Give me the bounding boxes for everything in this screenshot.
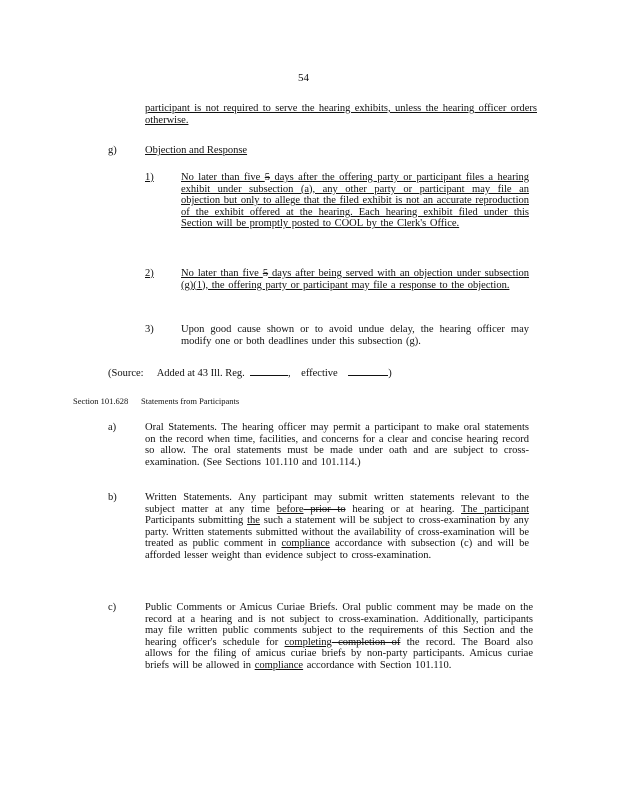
text-run: No later than five	[181, 268, 263, 279]
text-run: the record. The Board also allows for the filing of amicus curiae briefs by non-party participants. Amicus curiae briefs will be allowed in	[145, 636, 533, 671]
text-run: 5	[264, 172, 270, 183]
source-added: Added at 43 Ill. Reg.	[156, 368, 245, 379]
text-run: days after the offering party or participant files a hearing exhibit under subsection (a), any other party or participant may file an objection but only to allege that the filed exhibit is not an accurate reproduction of the exhibit offered at the hearing. Each hearing exhibit filed under this Section will be promptly posted to COOL by the Clerk's Office.	[181, 172, 530, 230]
text-run: hearing or at hearing.	[345, 503, 462, 515]
source-close: )	[388, 368, 392, 379]
source-open: (Source:	[108, 368, 144, 379]
text-run: accordance with Section 101.110.	[303, 659, 452, 671]
section-number: Section 101.628	[73, 396, 129, 406]
text-run: accordance with subsection (c) and will be afforded lesser weight than evidence subject to cross-examination.	[145, 538, 529, 561]
source-effective: effective	[301, 368, 338, 379]
section-heading	[73, 396, 239, 408]
item-g2-text	[181, 268, 529, 291]
item-g2-label: 2)	[145, 268, 154, 279]
item-a-label: a)	[108, 422, 117, 433]
text-run: compliance	[281, 538, 330, 550]
section-title: Statements from Participants	[141, 396, 240, 406]
subsection-g-label: g)	[108, 145, 117, 156]
text-run: The participant	[461, 503, 530, 515]
text-run: completing	[284, 636, 332, 648]
item-b-text	[145, 492, 529, 562]
text-run: such a statement will be subject to cross-examination by any party. Written statements submitted without the availability of cross-examination will be treated as public comment in	[145, 515, 529, 550]
source-reg-blank	[250, 366, 288, 376]
text-run: compliance	[254, 659, 304, 671]
continuation-paragraph: participant is not required to serve the hearing exhibits, unless the hearing officer orders otherwise.	[145, 103, 537, 126]
text-run: Oral Statements. The hearing officer may permit a participant to make oral statements on the record when time, facilities, and concerns for a clear and concise hearing record so allow. The oral statements must be made under oath and are subject to cross-examination. (See Sections 101.110 and 101.114.)	[145, 422, 529, 468]
subsection-g-heading: Objection and Response	[145, 145, 248, 156]
text-run: Public Comments or Amicus Curiae Briefs. Oral public comment may be made on the record at a hearing and is not subject to cross-examination. Additionally, participants may file written public comments subject to the requirements of this Section and the hearing officer's schedule for	[145, 602, 533, 648]
text-run: No later than five	[181, 172, 265, 183]
source-note	[108, 366, 392, 380]
page-number: 54	[298, 72, 309, 84]
text-run: prior to	[303, 503, 346, 515]
source-comma: ,	[288, 368, 291, 379]
item-c-text	[145, 602, 533, 672]
text-run: Upon good cause shown or to avoid undue delay, the hearing officer may modify one or both deadlines under this subsection (g).	[181, 324, 529, 347]
item-g3-label: 3)	[145, 324, 154, 335]
item-g3-text	[181, 324, 529, 347]
text-run: completion of	[331, 636, 401, 648]
item-g1-label: 1)	[145, 172, 154, 183]
text-run: Written Statements. Any participant may submit written statements relevant to the subject matter at any time	[145, 492, 529, 515]
text-run: the	[247, 515, 260, 527]
text-run: Participants submitting	[145, 515, 248, 527]
item-b-label: b)	[108, 492, 117, 503]
text-run: before	[276, 503, 304, 515]
source-effective-blank	[348, 366, 388, 376]
item-g1-text	[181, 172, 529, 230]
text-run: 5	[262, 268, 269, 279]
item-a-text	[145, 422, 529, 468]
item-c-label: c)	[108, 602, 117, 613]
text-run: days after being served with an objection under subsection (g)(1), the offering party or participant may file a response to the objection.	[181, 268, 530, 291]
